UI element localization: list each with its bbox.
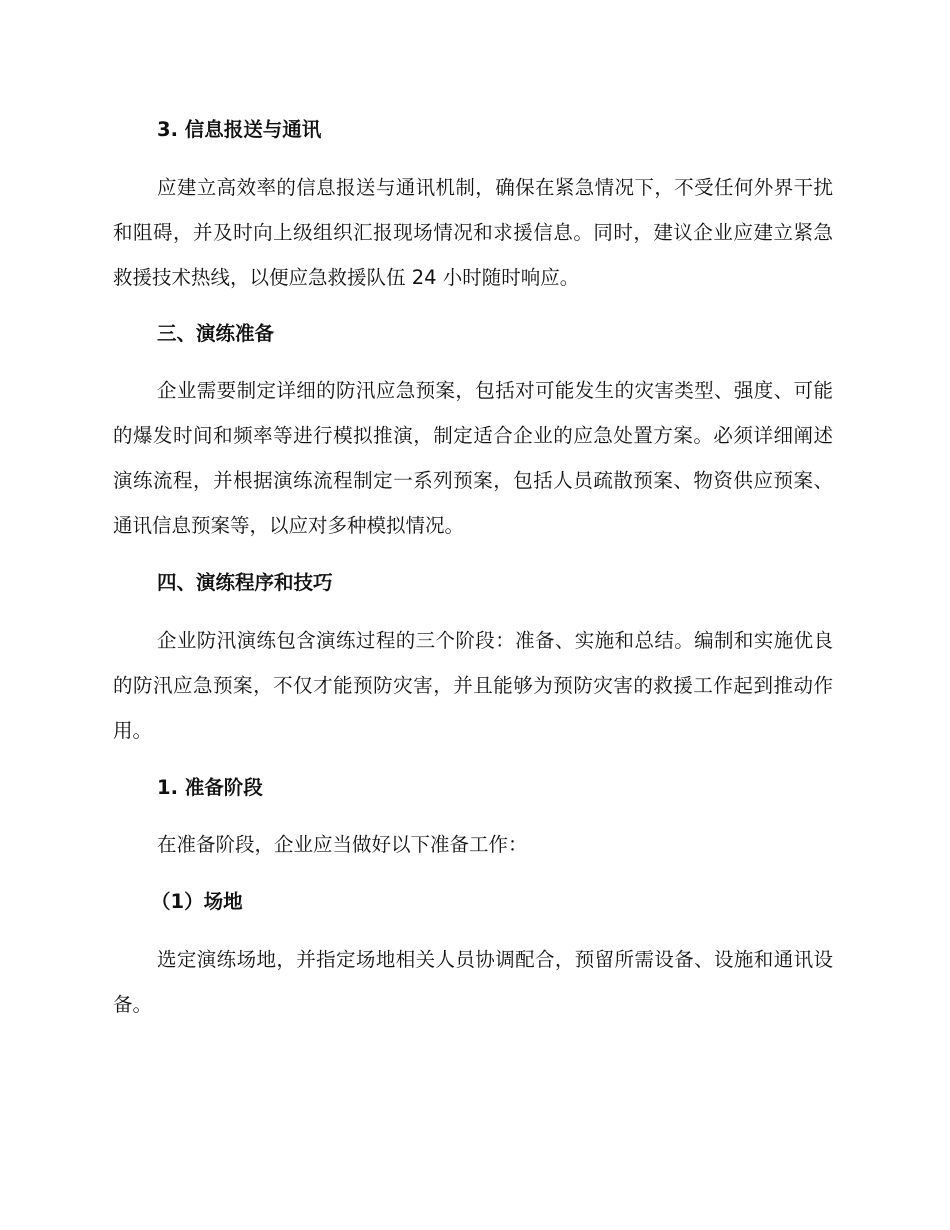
section-heading-drill-preparation: 三、演练准备 (157, 322, 275, 345)
section-heading-info-reporting: 3. 信息报送与通讯 (157, 118, 322, 141)
paragraph-preparation-stage: 在准备阶段，企业应当做好以下准备工作： (157, 833, 528, 856)
paragraph-info-reporting: 应建立高效率的信息报送与通讯机制，确保在紧急情况下，不受任何外界干扰和阻碍，并及时向上级组织汇报现场情况和求援信息。同时，建议企业应建立紧急救援技术热线，以便应急救援队伍 24 小时随时响应。 (113, 176, 833, 289)
section-heading-venue: （1）场地 (151, 890, 243, 913)
section-heading-drill-procedure: 四、演练程序和技巧 (157, 571, 333, 594)
section-heading-preparation-stage: 1. 准备阶段 (157, 776, 263, 799)
paragraph-drill-preparation: 企业需要制定详细的防汛应急预案，包括对可能发生的灾害类型、强度、可能的爆发时间和频率等进行模拟推演，制定适合企业的应急处置方案。必须详细阐述演练流程，并根据演练流程制定一系列预案，包括人员疏散预案、物资供应预案、通讯信息预案等，以应对多种模拟情况。 (113, 379, 833, 537)
paragraph-drill-procedure: 企业防汛演练包含演练过程的三个阶段：准备、实施和总结。编制和实施优良的防汛应急预案，不仅才能预防灾害，并且能够为预防灾害的救援工作起到推动作用。 (113, 629, 833, 742)
paragraph-venue: 选定演练场地，并指定场地相关人员协调配合，预留所需设备、设施和通讯设备。 (113, 948, 833, 1016)
